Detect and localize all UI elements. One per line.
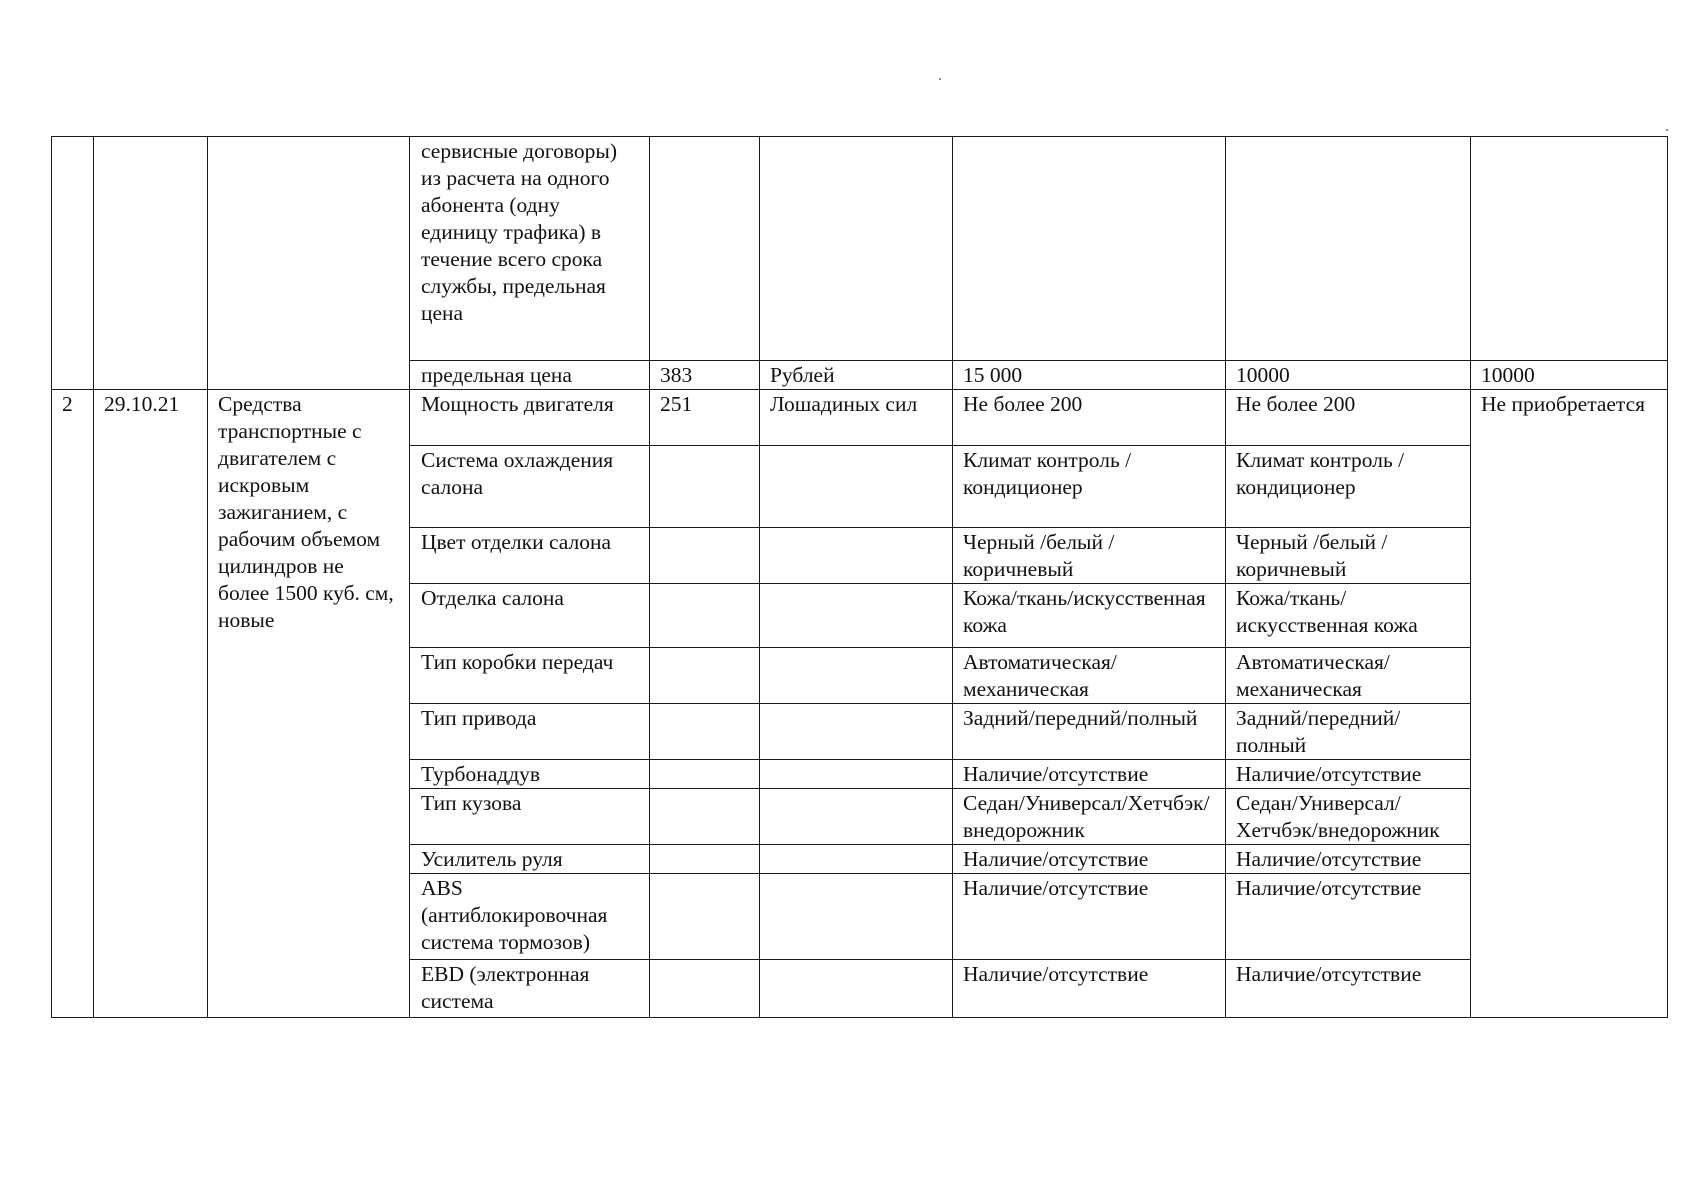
cell-code bbox=[650, 528, 760, 584]
cell-unit bbox=[760, 845, 953, 874]
cell-value: Наличие/отсутствие bbox=[953, 874, 1226, 960]
cell-value: Климат контроль /кондиционер bbox=[1226, 446, 1471, 528]
cell-value: Кожа/ткань/искусственная кожа bbox=[1226, 584, 1471, 648]
cell-code bbox=[650, 789, 760, 845]
cell-note: Не приобретается bbox=[1471, 390, 1668, 1018]
cell-code: 383 bbox=[650, 361, 760, 390]
cell-param-name: Турбонаддув bbox=[410, 760, 650, 789]
cell-param-name: сервисные договоры) из расчета на одного абонента (одну единицу трафика) в течение всего срока службы, предельная цена bbox=[410, 137, 650, 361]
table-row bbox=[52, 137, 1668, 361]
cell-param-name: ABS (антиблокировочная система тормозов) bbox=[410, 874, 650, 960]
cell-value: Черный /белый / коричневый bbox=[1226, 528, 1471, 584]
cell-value: Автоматическая/механическая bbox=[953, 648, 1226, 704]
cell-param-name: Усилитель руля bbox=[410, 845, 650, 874]
cell-value: Наличие/отсутствие bbox=[953, 760, 1226, 789]
cell-param-name: Система охлаждения салона bbox=[410, 446, 650, 528]
cell-param-name: предельная цена bbox=[410, 361, 650, 390]
requirements-table bbox=[51, 136, 1668, 1018]
cell-code bbox=[650, 648, 760, 704]
cell-code bbox=[650, 874, 760, 960]
cell-value: Задний/передний/полный bbox=[1226, 704, 1471, 760]
cell-value: Наличие/отсутствие bbox=[1226, 845, 1471, 874]
cell-code bbox=[650, 446, 760, 528]
cell-param-name: Тип кузова bbox=[410, 789, 650, 845]
cell-value: Наличие/отсутствие bbox=[953, 960, 1226, 1018]
cell-code bbox=[650, 704, 760, 760]
cell-empty bbox=[208, 137, 410, 390]
cell-unit bbox=[760, 584, 953, 648]
cell-unit bbox=[760, 648, 953, 704]
cell-unit bbox=[760, 789, 953, 845]
table-row bbox=[52, 390, 1668, 446]
cell-param-name: EBD (электронная система bbox=[410, 960, 650, 1018]
cell-unit bbox=[760, 446, 953, 528]
cell-unit bbox=[760, 960, 953, 1018]
cell-empty bbox=[953, 137, 1226, 361]
cell-value: Кожа/ткань/искусственная кожа bbox=[953, 584, 1226, 648]
cell-param-name: Отделка салона bbox=[410, 584, 650, 648]
cell-empty bbox=[650, 137, 760, 361]
cell-code: 251 bbox=[650, 390, 760, 446]
cell-value: Наличие/отсутствие bbox=[953, 845, 1226, 874]
cell-value: 10000 bbox=[1471, 361, 1668, 390]
cell-value: Автоматическая/механическая bbox=[1226, 648, 1471, 704]
cell-code bbox=[650, 960, 760, 1018]
cell-item-description: Средства транспортные с двигателем с искровым зажиганием, с рабочим объемом цилиндров не более 1500 куб. см, новые bbox=[208, 390, 410, 1018]
cell-unit: Рублей bbox=[760, 361, 953, 390]
cell-value: Не более 200 bbox=[953, 390, 1226, 446]
cell-value: Наличие/отсутствие bbox=[1226, 760, 1471, 789]
cell-param-name: Цвет отделки салона bbox=[410, 528, 650, 584]
cell-param-name: Тип привода bbox=[410, 704, 650, 760]
cell-item-number: 2 bbox=[52, 390, 94, 1018]
cell-empty bbox=[1226, 137, 1471, 361]
cell-value: Наличие/отсутствие bbox=[1226, 960, 1471, 1018]
cell-empty bbox=[760, 137, 953, 361]
cell-value: Задний/передний/полный bbox=[953, 704, 1226, 760]
cell-empty bbox=[94, 137, 208, 390]
cell-unit bbox=[760, 528, 953, 584]
cell-empty bbox=[1471, 137, 1668, 361]
cell-value: Черный /белый / коричневый bbox=[953, 528, 1226, 584]
cell-value: 10000 bbox=[1226, 361, 1471, 390]
cell-value: Седан/Универсал/Хетчбэк/внедорожник bbox=[953, 789, 1226, 845]
cell-value: Не более 200 bbox=[1226, 390, 1471, 446]
cell-value: 15 000 bbox=[953, 361, 1226, 390]
cell-date: 29.10.21 bbox=[94, 390, 208, 1018]
cell-empty bbox=[52, 137, 94, 390]
cell-code bbox=[650, 845, 760, 874]
scan-speck bbox=[939, 78, 941, 80]
cell-unit bbox=[760, 760, 953, 789]
cell-code bbox=[650, 760, 760, 789]
cell-value: Климат контроль /кондиционер bbox=[953, 446, 1226, 528]
cell-unit bbox=[760, 704, 953, 760]
cell-value: Седан/Универсал/Хетчбэк/внедорожник bbox=[1226, 789, 1471, 845]
cell-code bbox=[650, 584, 760, 648]
cell-value: Наличие/отсутствие bbox=[1226, 874, 1471, 960]
cell-param-name: Тип коробки передач bbox=[410, 648, 650, 704]
cell-param-name: Мощность двигателя bbox=[410, 390, 650, 446]
cell-unit: Лошадиных сил bbox=[760, 390, 953, 446]
cell-unit bbox=[760, 874, 953, 960]
scan-speck bbox=[1666, 129, 1668, 131]
